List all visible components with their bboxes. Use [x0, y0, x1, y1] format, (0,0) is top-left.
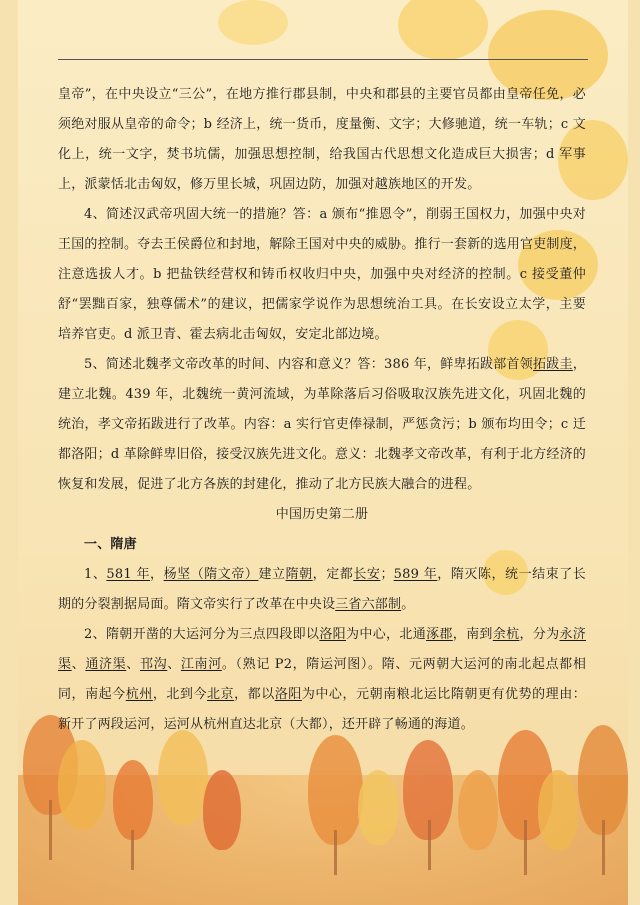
- text-segment: 为中心，元朝南粮北运比隋朝更有优势的理由：新开了两段运河，运河从杭州直达北京（大都），还开辟了畅通的海道。: [58, 687, 586, 732]
- text-segment: 中国历史第二册: [275, 507, 369, 522]
- underlined-term: 杭州: [125, 687, 153, 702]
- paragraph: [58, 350, 586, 500]
- underlined-term: 江南河: [180, 657, 222, 672]
- underlined-term: 长安: [353, 567, 381, 582]
- text-segment: 皇帝”，在中央设立“三公”，在地方推行郡县制，中央和郡县的主要官员都由皇帝任免，必须绝对服从皇帝的命令；b 经济上，统一货币，度量衡、文字；大修驰道，统一车轨；c 文化上，统一文字，焚书坑儒，加强思想控制，给我国古代思想文化造成巨大损害；d 军事上，派蒙恬北击匈奴，修万里长城，巩固边防，加强对越族地区的开发。: [58, 87, 586, 192]
- tree-decoration: [203, 770, 241, 850]
- trunk-decoration: [524, 820, 527, 875]
- underlined-term: 洛阳: [274, 687, 302, 702]
- flower-decoration: [218, 0, 288, 45]
- section-title: [58, 500, 586, 530]
- underlined-term: 永济渠: [58, 627, 587, 672]
- text-segment: 4、简述汉武帝巩固大统一的措施？答：a 颁布“推恩令”，削弱王国权力，加强中央对王国的控制。夺去王侯爵位和封地，解除王国对中央的威胁。推行一套新的选用官吏制度，注意选拔人才。b 把盐铁经营权和铸币权收归中央，加强中央对经济的控制。c 接受董仲舒“罢黜百家，独尊儒术”的建议，把儒家学说作为思想统治工具。在长安设立太学，主要培养官吏。d 派卫青、霍去病北击匈奴，安定北部边境。: [58, 207, 587, 342]
- tree-decoration: [158, 730, 208, 825]
- underlined-term: 589 年: [393, 567, 438, 582]
- underlined-term: 通济渠: [85, 657, 127, 672]
- text-segment: 、: [167, 657, 181, 672]
- text-segment: 为中心，北通: [346, 627, 427, 642]
- trunk-decoration: [49, 800, 52, 860]
- section-heading: [58, 530, 586, 560]
- text-segment: ，定都: [312, 567, 354, 582]
- text-segment: 、: [126, 657, 140, 672]
- text-segment: 2、隋朝开凿的大运河分为三点四段即以: [84, 627, 320, 642]
- paragraph: [58, 80, 586, 200]
- underlined-term: 581 年: [106, 567, 151, 582]
- paragraph: [58, 200, 586, 350]
- text-segment: ，: [150, 567, 164, 582]
- underlined-term: 三省六部制: [335, 597, 402, 612]
- paragraph: [58, 620, 586, 740]
- text-segment: 一、隋唐: [84, 537, 137, 552]
- text-segment: 5、简述北魏孝文帝改革的时间、内容和意义？答：386 年，鲜卑拓跋部首领: [84, 357, 534, 372]
- tree-decoration: [458, 770, 498, 850]
- document-body: [58, 80, 586, 740]
- flower-decoration: [398, 0, 488, 60]
- trunk-decoration: [428, 820, 431, 870]
- text-segment: ，隋灭陈，统一结束了长期的分裂割据局面。隋文帝实行了改革在中央设: [58, 567, 587, 612]
- text-segment: ，都以: [234, 687, 275, 702]
- underlined-term: 拓跋圭: [533, 357, 573, 372]
- text-segment: 。（熟记 P2，隋运河图）。隋、元两朝大运河的南北起点都相同，南起今: [58, 657, 587, 702]
- underlined-term: 涿郡: [426, 627, 453, 642]
- text-segment: 、: [71, 657, 86, 672]
- underlined-term: 余杭: [492, 627, 520, 642]
- text-segment: ，南到: [452, 627, 493, 642]
- tree-decoration: [58, 740, 106, 830]
- underlined-term: 北京: [207, 687, 235, 702]
- tree-decoration: [308, 735, 363, 845]
- underlined-term: 洛阳: [319, 627, 347, 642]
- trunk-decoration: [602, 820, 605, 875]
- text-segment: 建立: [258, 567, 286, 582]
- underlined-term: 邗沟: [139, 657, 168, 672]
- document-page: [18, 0, 628, 905]
- header-rule: [58, 59, 588, 60]
- underlined-term: 杨坚（隋文帝）: [163, 567, 259, 582]
- paragraph: [58, 560, 586, 620]
- text-segment: 1、: [84, 567, 107, 582]
- underlined-term: 隋朝: [285, 567, 313, 582]
- text-segment: ；: [380, 567, 394, 582]
- text-segment: ，分为: [519, 627, 560, 642]
- trunk-decoration: [131, 830, 134, 870]
- text-segment: ，建立北魏。439 年，北魏统一黄河流域，为革除落后习俗吸取汉族先进文化，巩固北魏的统治，孝文帝拓跋进行了改革。内容：a 实行官吏俸禄制，严惩贪污；b 颁布均田令；c 迁都洛阳；d 革除鲜卑旧俗，接受汉族先进文化。意义：北魏孝文帝改革，有利于北方经济的恢复和发展，促进了北方各族的封建化，推动了北方民族大融合的进程。: [58, 357, 586, 492]
- tree-decoration: [538, 770, 578, 850]
- tree-decoration: [113, 760, 153, 840]
- text-segment: 。: [401, 597, 415, 612]
- tree-decoration: [578, 725, 628, 835]
- text-segment: ，北到今: [152, 687, 208, 702]
- tree-decoration: [358, 770, 398, 845]
- trunk-decoration: [334, 830, 337, 875]
